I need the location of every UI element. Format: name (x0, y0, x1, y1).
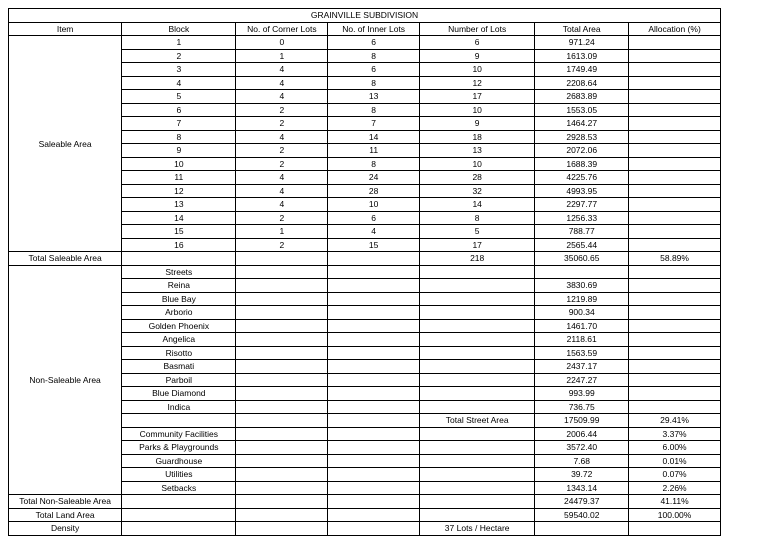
block-cell: 9 (122, 144, 236, 158)
corner-lots-cell: 4 (236, 90, 328, 104)
total-area-cell: 1613.09 (535, 49, 629, 63)
empty-cell (629, 387, 721, 401)
empty-cell (328, 400, 420, 414)
total-area-cell: 2565.44 (535, 238, 629, 252)
empty-cell (236, 481, 328, 495)
block-cell: 12 (122, 184, 236, 198)
inner-lots-cell: 11 (328, 144, 420, 158)
number-of-lots-cell: 12 (420, 76, 535, 90)
total-area-cell: 2928.53 (535, 130, 629, 144)
facility-area: 39.72 (535, 468, 629, 482)
block-cell: 15 (122, 225, 236, 239)
corner-lots-cell: 4 (236, 184, 328, 198)
facility-allocation: 6.00% (629, 441, 721, 455)
inner-lots-cell: 6 (328, 211, 420, 225)
header-item: Item (9, 22, 122, 36)
empty-cell (236, 522, 328, 536)
empty-cell (328, 454, 420, 468)
inner-lots-cell: 8 (328, 49, 420, 63)
street-name: Blue Diamond (122, 387, 236, 401)
empty-cell (328, 333, 420, 347)
empty-cell (328, 441, 420, 455)
allocation-cell (629, 225, 721, 239)
empty-cell (328, 306, 420, 320)
total-area-cell: 971.24 (535, 36, 629, 50)
total-land-area: 59540.02 (535, 508, 629, 522)
header-number-of-lots: Number of Lots (420, 22, 535, 36)
empty-cell (420, 360, 535, 374)
total-saleable-lots: 218 (420, 252, 535, 266)
empty-cell (236, 414, 328, 428)
corner-lots-cell: 1 (236, 49, 328, 63)
number-of-lots-cell: 10 (420, 157, 535, 171)
empty-cell (236, 441, 328, 455)
corner-lots-cell: 2 (236, 157, 328, 171)
facility-allocation: 2.26% (629, 481, 721, 495)
street-name: Reina (122, 279, 236, 293)
empty-cell (236, 333, 328, 347)
total-area-cell: 1553.05 (535, 103, 629, 117)
empty-cell (420, 279, 535, 293)
facility-name: Community Facilities (122, 427, 236, 441)
inner-lots-cell: 6 (328, 63, 420, 77)
empty-cell (236, 252, 328, 266)
corner-lots-cell: 0 (236, 36, 328, 50)
street-name: Basmati (122, 360, 236, 374)
empty-cell (328, 414, 420, 428)
density-label: Density (9, 522, 122, 536)
empty-cell (420, 400, 535, 414)
street-name: Angelica (122, 333, 236, 347)
inner-lots-cell: 7 (328, 117, 420, 131)
facility-area: 3572.40 (535, 441, 629, 455)
empty-cell (122, 252, 236, 266)
number-of-lots-cell: 17 (420, 90, 535, 104)
title-row (9, 9, 721, 23)
empty-cell (122, 508, 236, 522)
allocation-cell (629, 171, 721, 185)
header-allocation: Allocation (%) (629, 22, 721, 36)
empty-cell (629, 373, 721, 387)
block-cell: 1 (122, 36, 236, 50)
empty-cell (629, 319, 721, 333)
inner-lots-cell: 24 (328, 171, 420, 185)
corner-lots-cell: 2 (236, 238, 328, 252)
empty-cell (328, 495, 420, 509)
number-of-lots-cell: 14 (420, 198, 535, 212)
non-saleable-area-label: Non-Saleable Area (9, 265, 122, 495)
empty-cell (328, 522, 420, 536)
allocation-cell (629, 130, 721, 144)
street-area: 993.99 (535, 387, 629, 401)
empty-cell (328, 373, 420, 387)
total-non-saleable-allocation: 41.11% (629, 495, 721, 509)
corner-lots-cell: 2 (236, 117, 328, 131)
street-name: Arborio (122, 306, 236, 320)
block-cell: 16 (122, 238, 236, 252)
block-cell: 11 (122, 171, 236, 185)
header-total-area: Total Area (535, 22, 629, 36)
street-name: Golden Phoenix (122, 319, 236, 333)
empty-cell (328, 508, 420, 522)
empty-cell (236, 306, 328, 320)
empty-cell (420, 495, 535, 509)
empty-cell (328, 279, 420, 293)
empty-cell (328, 319, 420, 333)
empty-cell (629, 360, 721, 374)
corner-lots-cell: 4 (236, 76, 328, 90)
number-of-lots-cell: 8 (420, 211, 535, 225)
empty-cell (420, 333, 535, 347)
empty-cell (629, 306, 721, 320)
empty-cell (236, 346, 328, 360)
total-area-cell: 4993.95 (535, 184, 629, 198)
block-cell: 8 (122, 130, 236, 144)
inner-lots-cell: 14 (328, 130, 420, 144)
block-cell: 14 (122, 211, 236, 225)
empty-cell (629, 522, 721, 536)
empty-cell (535, 522, 629, 536)
total-saleable-area: 35060.65 (535, 252, 629, 266)
block-cell: 2 (122, 49, 236, 63)
inner-lots-cell: 6 (328, 36, 420, 50)
street-area: 900.34 (535, 306, 629, 320)
total-land-row (9, 508, 721, 522)
empty-cell (420, 387, 535, 401)
facility-name: Utilities (122, 468, 236, 482)
subdivision-table (8, 8, 721, 536)
corner-lots-cell: 4 (236, 130, 328, 144)
street-area: 736.75 (535, 400, 629, 414)
empty-cell (328, 265, 420, 279)
empty-cell (629, 400, 721, 414)
total-area-cell: 1688.39 (535, 157, 629, 171)
allocation-cell (629, 36, 721, 50)
street-area: 2437.17 (535, 360, 629, 374)
table-title: GRAINVILLE SUBDIVISION (9, 9, 721, 23)
empty-cell (122, 414, 236, 428)
number-of-lots-cell: 9 (420, 49, 535, 63)
saleable-area-label: Saleable Area (9, 36, 122, 252)
block-cell: 7 (122, 117, 236, 131)
allocation-cell (629, 117, 721, 131)
total-street-area: 17509.99 (535, 414, 629, 428)
total-street-allocation: 29.41% (629, 414, 721, 428)
empty-cell (420, 265, 535, 279)
empty-cell (629, 292, 721, 306)
street-name: Parboil (122, 373, 236, 387)
street-name: Blue Bay (122, 292, 236, 306)
block-cell: 6 (122, 103, 236, 117)
empty-cell (236, 360, 328, 374)
empty-cell (629, 333, 721, 347)
empty-cell (420, 468, 535, 482)
empty-cell (122, 495, 236, 509)
empty-cell (535, 265, 629, 279)
empty-cell (236, 319, 328, 333)
total-saleable-label: Total Saleable Area (9, 252, 122, 266)
corner-lots-cell: 4 (236, 171, 328, 185)
inner-lots-cell: 4 (328, 225, 420, 239)
inner-lots-cell: 8 (328, 76, 420, 90)
empty-cell (328, 346, 420, 360)
number-of-lots-cell: 10 (420, 63, 535, 77)
total-non-saleable-row (9, 495, 721, 509)
inner-lots-cell: 10 (328, 198, 420, 212)
total-area-cell: 1256.33 (535, 211, 629, 225)
empty-cell (236, 427, 328, 441)
density-row (9, 522, 721, 536)
inner-lots-cell: 8 (328, 157, 420, 171)
number-of-lots-cell: 5 (420, 225, 535, 239)
empty-cell (236, 387, 328, 401)
street-area: 2118.61 (535, 333, 629, 347)
total-area-cell: 2072.06 (535, 144, 629, 158)
allocation-cell (629, 184, 721, 198)
allocation-cell (629, 90, 721, 104)
empty-cell (328, 387, 420, 401)
empty-cell (420, 427, 535, 441)
number-of-lots-cell: 9 (420, 117, 535, 131)
empty-cell (328, 360, 420, 374)
header-inner-lots: No. of Inner Lots (328, 22, 420, 36)
empty-cell (420, 346, 535, 360)
empty-cell (236, 508, 328, 522)
allocation-cell (629, 49, 721, 63)
street-area: 1563.59 (535, 346, 629, 360)
empty-cell (236, 265, 328, 279)
street-area: 3830.69 (535, 279, 629, 293)
total-non-saleable-area: 24479.37 (535, 495, 629, 509)
total-area-cell: 1749.49 (535, 63, 629, 77)
facility-allocation: 0.07% (629, 468, 721, 482)
facility-allocation: 0.01% (629, 454, 721, 468)
total-land-allocation: 100.00% (629, 508, 721, 522)
corner-lots-cell: 1 (236, 225, 328, 239)
facility-area: 7.68 (535, 454, 629, 468)
facility-name: Guardhouse (122, 454, 236, 468)
allocation-cell (629, 238, 721, 252)
total-street-label: Total Street Area (420, 414, 535, 428)
saleable-row (9, 36, 721, 50)
allocation-cell (629, 144, 721, 158)
allocation-cell (629, 76, 721, 90)
empty-cell (420, 373, 535, 387)
header-corner-lots: No. of Corner Lots (236, 22, 328, 36)
empty-cell (328, 468, 420, 482)
empty-cell (629, 265, 721, 279)
block-cell: 5 (122, 90, 236, 104)
block-cell: 4 (122, 76, 236, 90)
number-of-lots-cell: 13 (420, 144, 535, 158)
facility-area: 1343.14 (535, 481, 629, 495)
corner-lots-cell: 2 (236, 103, 328, 117)
inner-lots-cell: 13 (328, 90, 420, 104)
total-non-saleable-label: Total Non-Saleable Area (9, 495, 122, 509)
empty-cell (236, 279, 328, 293)
empty-cell (420, 481, 535, 495)
empty-cell (420, 292, 535, 306)
allocation-cell (629, 157, 721, 171)
street-area: 2247.27 (535, 373, 629, 387)
street-name: Risotto (122, 346, 236, 360)
allocation-cell (629, 103, 721, 117)
total-area-cell: 4225.76 (535, 171, 629, 185)
total-area-cell: 788.77 (535, 225, 629, 239)
empty-cell (420, 441, 535, 455)
street-area: 1461.70 (535, 319, 629, 333)
empty-cell (328, 481, 420, 495)
empty-cell (236, 454, 328, 468)
number-of-lots-cell: 32 (420, 184, 535, 198)
empty-cell (629, 346, 721, 360)
total-saleable-row (9, 252, 721, 266)
inner-lots-cell: 8 (328, 103, 420, 117)
total-area-cell: 1464.27 (535, 117, 629, 131)
number-of-lots-cell: 18 (420, 130, 535, 144)
corner-lots-cell: 2 (236, 211, 328, 225)
facility-area: 2006.44 (535, 427, 629, 441)
empty-cell (236, 373, 328, 387)
inner-lots-cell: 28 (328, 184, 420, 198)
density-value: 37 Lots / Hectare (420, 522, 535, 536)
facility-name: Setbacks (122, 481, 236, 495)
facility-allocation: 3.37% (629, 427, 721, 441)
total-area-cell: 2208.64 (535, 76, 629, 90)
block-cell: 13 (122, 198, 236, 212)
header-row (9, 22, 721, 36)
number-of-lots-cell: 17 (420, 238, 535, 252)
number-of-lots-cell: 6 (420, 36, 535, 50)
corner-lots-cell: 4 (236, 63, 328, 77)
empty-cell (122, 522, 236, 536)
total-saleable-allocation: 58.89% (629, 252, 721, 266)
number-of-lots-cell: 10 (420, 103, 535, 117)
total-land-label: Total Land Area (9, 508, 122, 522)
empty-cell (420, 306, 535, 320)
empty-cell (328, 427, 420, 441)
allocation-cell (629, 198, 721, 212)
inner-lots-cell: 15 (328, 238, 420, 252)
corner-lots-cell: 4 (236, 198, 328, 212)
empty-cell (420, 319, 535, 333)
empty-cell (629, 279, 721, 293)
empty-cell (236, 495, 328, 509)
total-area-cell: 2683.89 (535, 90, 629, 104)
empty-cell (236, 468, 328, 482)
total-area-cell: 2297.77 (535, 198, 629, 212)
empty-cell (328, 252, 420, 266)
block-cell: 3 (122, 63, 236, 77)
header-block: Block (122, 22, 236, 36)
facility-name: Parks & Playgrounds (122, 441, 236, 455)
street-area: 1219.89 (535, 292, 629, 306)
block-cell: 10 (122, 157, 236, 171)
empty-cell (236, 400, 328, 414)
corner-lots-cell: 2 (236, 144, 328, 158)
allocation-cell (629, 63, 721, 77)
empty-cell (328, 292, 420, 306)
allocation-cell (629, 211, 721, 225)
streets-label: Streets (122, 265, 236, 279)
streets-header-row (9, 265, 721, 279)
empty-cell (420, 508, 535, 522)
street-name: Indica (122, 400, 236, 414)
table-body (9, 36, 721, 536)
empty-cell (236, 292, 328, 306)
number-of-lots-cell: 28 (420, 171, 535, 185)
empty-cell (420, 454, 535, 468)
